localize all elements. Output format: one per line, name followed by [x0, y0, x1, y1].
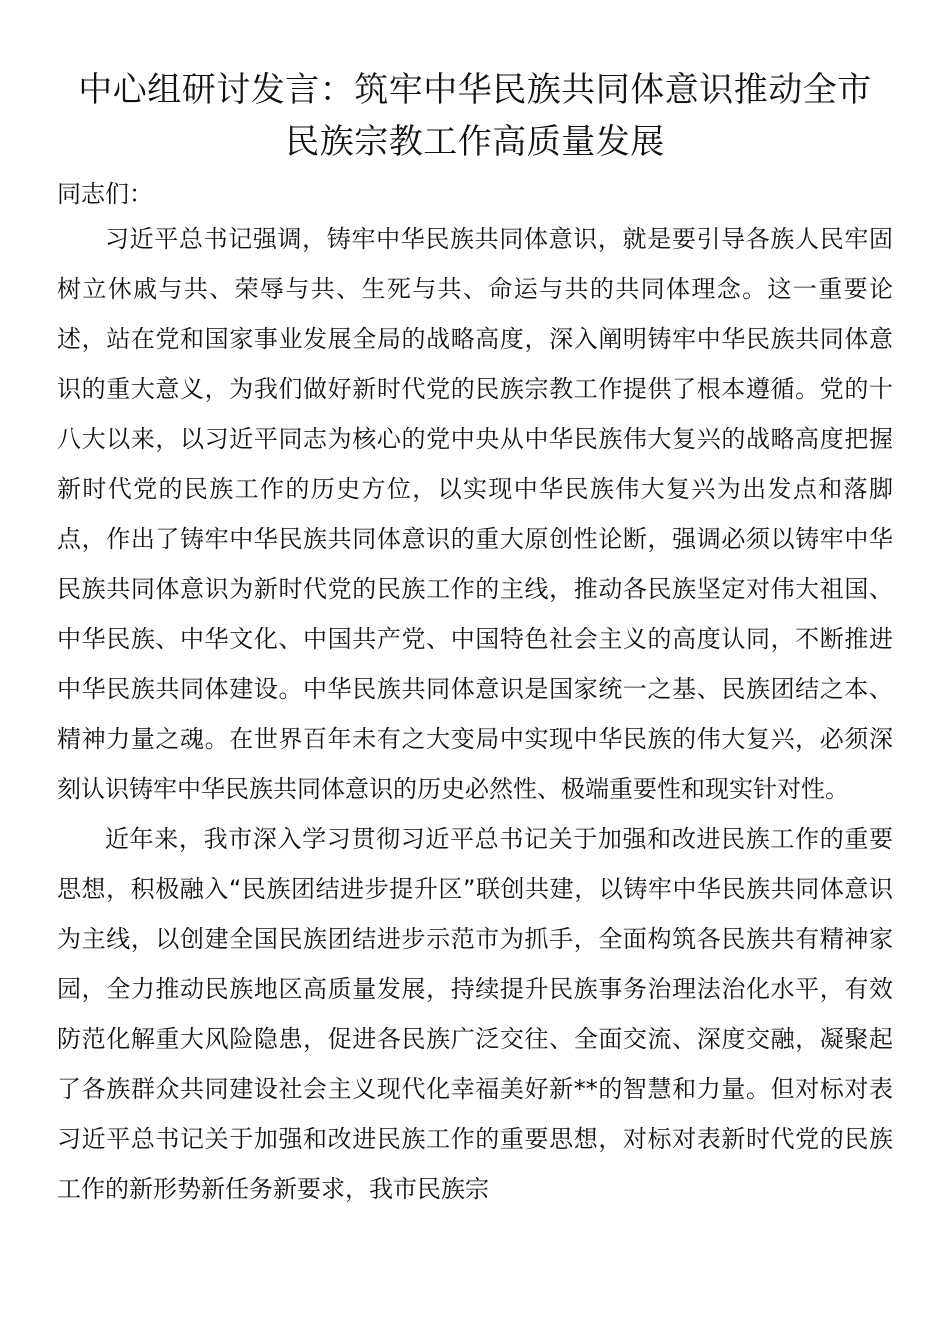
body-paragraph-1: 习近平总书记强调，铸牢中华民族共同体意识，就是要引导各族人民牢固树立休戚与共、荣辱与共、生死与共、命运与共的共同体理念。这一重要论述，站在党和国家事业发展全局的战略高度，深入阐明铸牢中华民族共同体意识的重大意义，为我们做好新时代党的民族宗教工作提供了根本遵循。党的十八大以来，以习近平同志为核心的党中央从中华民族伟大复兴的战略高度把握新时代党的民族工作的历史方位，以实现中华民族伟大复兴为出发点和落脚点，作出了铸牢中华民族共同体意识的重大原创性论断，强调必须以铸牢中华民族共同体意识为新时代党的民族工作的主线，推动各民族坚定对伟大祖国、中华民族、中华文化、中国共产党、中国特色社会主义的高度认同，不断推进中华民族共同体建设。中华民族共同体意识是国家统一之基、民族团结之本、精神力量之魂。在世界百年未有之大变局中实现中华民族的伟大复兴，必须深刻认识铸牢中华民族共同体意识的历史必然性、极端重要性和现实针对性。: [57, 225, 893, 803]
document-title: [57, 64, 893, 168]
body-paragraph-2: 近年来，我市深入学习贯彻习近平总书记关于加强和改进民族工作的重要思想，积极融入“民族团结进步提升区”联创共建，以铸牢中华民族共同体意识为主线，以创建全国民族团结进步示范市为抓手，全面构筑各民族共有精神家园，全力推动民族地区高质量发展，持续提升民族事务治理法治化水平，有效防范化解重大风险隐患，促进各民族广泛交往、全面交流、深度交融，凝聚起了各族群众共同建设社会主义现代化幸福美好新**的智慧和力量。但对标对表习近平总书记关于加强和改进民族工作的重要思想，对标对表新时代党的民族工作的新形势新任务新要求，我市民族宗: [57, 825, 893, 1203]
title-line-1: 中心组研讨发言：筑牢中华民族共同体意识推动全市: [78, 70, 872, 110]
document-page: [57, 64, 893, 1214]
title-line-2: 民族宗教工作高质量发展: [285, 122, 665, 162]
salutation: 同志们：: [57, 180, 153, 208]
